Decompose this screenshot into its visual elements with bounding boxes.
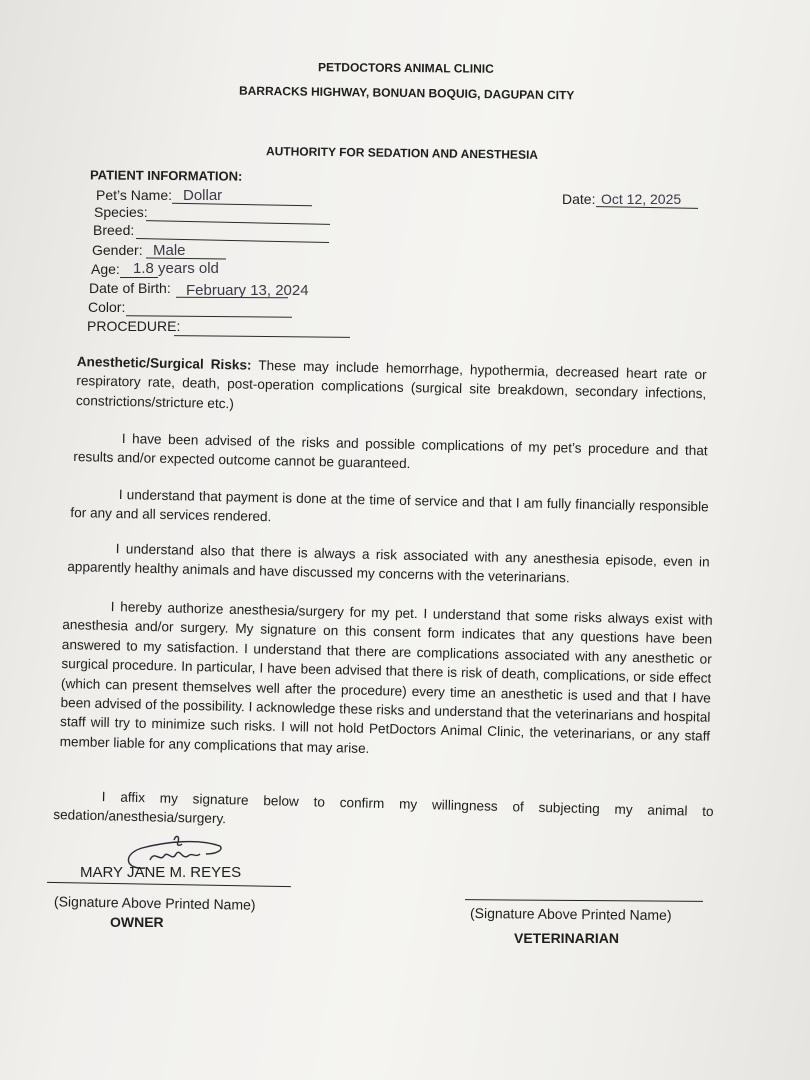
age-label: Age: [91,261,120,277]
authorization-paragraph: I hereby authorize anesthesia/surgery for my pet. I understand that some risks always exist with anesthesia and/or surgery. My signature on this consent form indicates that any questions have been answered to my satisfaction. I understand that there are complications associated with any anesthetic or surgical procedure. In particular, I have been advised that there is risk of death, complications, or side effect (which can present themselves well after the procedure) every time an anesthetic is used and that I have been advised of the possibility. I acknowledge these risks and understand that the veterinarians and hospital staff will try to minimize such risks. I will not hold PetDoctors Animal Clinic, the veterinarians, or any staff member liable for any complications that may arise. [59,599,713,756]
form-title: AUTHORITY FOR SEDATION AND ANESTHESIA [265,144,539,162]
procedure-line [174,335,350,338]
gender-value: Male [153,242,186,259]
pet-name-value: Dollar [183,187,223,204]
risks-text: These may include hemorrhage, hypothermia, decreased heart rate or respiratory rate, death, post-operation complications (surgical site breakdown, secondary infections, constrictions/stricture etc.) [75,357,707,412]
age-line [120,277,158,278]
clinic-address: BARRACKS HIGHWAY, BONUAN BOQUIG, DAGUPAN CITY [238,83,575,103]
species-label: Species: [94,204,148,220]
advised-risks-paragraph: I have been advised of the risks and possible complications of my pet’s procedure and that results and/or expected outcome cannot be guaranteed. [73,431,708,472]
risks-label: Anesthetic/Surgical Risks: [76,353,252,373]
date-label: Date: [562,191,596,207]
color-label: Color: [88,299,126,315]
affix-signature-paragraph: I affix my signature below to confirm my willingness of subjecting my animal to sedation/anesthesia/surgery. [53,789,714,827]
anesthesia-risk-paragraph: I understand also that there is always a risk associated with any anesthesia episode, even in apparently healthy animals and have discussed my concerns with the veterinarians. [67,541,710,586]
vet-signature-line [465,899,703,902]
dob-label: Date of Birth: [89,280,171,296]
vet-signature-caption: (Signature Above Printed Name) [469,904,672,924]
payment-paragraph: I understand that payment is done at the time of service and that I am fully financially responsible for any and all services rendered. [70,487,709,525]
age-value: 1.8 years old [133,260,219,277]
date-value: Oct 12, 2025 [601,191,682,207]
species-line [146,220,330,225]
dob-value: February 13, 2024 [186,282,309,299]
owner-role: OWNER [110,914,164,930]
procedure-label: PROCEDURE: [87,318,181,334]
owner-signature-caption: (Signature Above Printed Name) [53,893,256,913]
owner-signature-line [47,882,291,887]
pet-name-label: Pet’s Name: [96,187,172,203]
gender-label: Gender: [92,242,143,258]
breed-label: Breed: [93,222,135,238]
clinic-name: PETDOCTORS ANIMAL CLINIC [317,60,494,76]
patient-info-heading: PATIENT INFORMATION: [89,167,243,184]
owner-printed-name: MARY JANE M. REYES [80,864,242,881]
risks-paragraph [76,352,707,423]
vet-role: VETERINARIAN [514,930,620,946]
